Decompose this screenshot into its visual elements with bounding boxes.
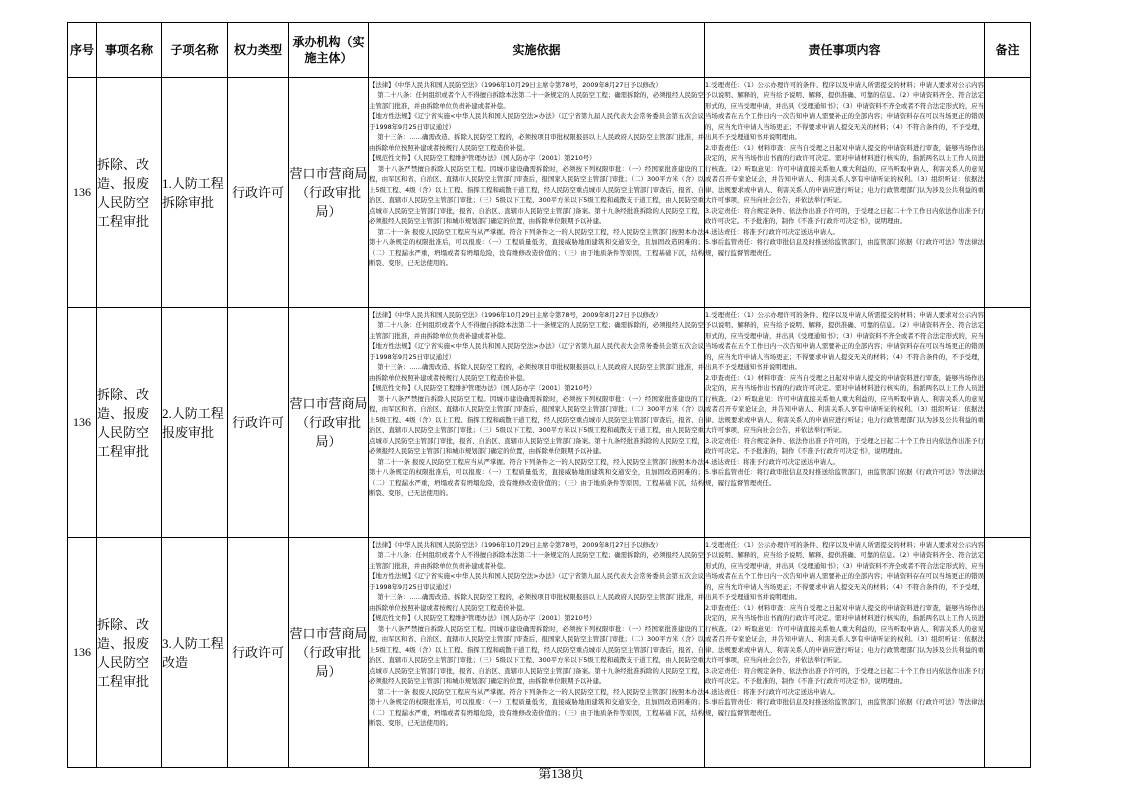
legal-basis-cell	[369, 538, 705, 768]
table-row	[68, 78, 1031, 308]
legal-basis-text: 【法律】《中华人民共和国人民防空法》（1996年10月29日主席令第78号，2009年8月27日予以修改） 第二十八条：任何组织或者个人不得擅自拆除本法第二十一条规定的人民防空工程；确需拆除的，必须报经人民防空主管部门批准，并由拆除单位负责补建或者补偿。 【地方性法规】《辽宁省实施<中华人民共和国人民防空法>办法》（辽宁省第九届人民代表大会常务委员会第五次会议于1998年9月25日审议通过） 第十三条：……确需改造、拆除人民防空工程的，必须按项目审批权限报县以上人民政府人民防空主管部门批准，并由拆除单位按照补建或者按规行人民防空工程造价补偿。 【规范性文件】《人民防空工程维护管理办法》（国人防办字〔2001〕第210号） 第十八条严禁擅自拆除人民防空工程。因城市建设确需拆除时，必须按下列权限审批：（一）经国家批准建设的工程，由军区和省、自治区、直辖市人民防空主管部门审查后，报国家人民防空主管部门审批；（二）300平方米（含）以上5级工程、4级（含）以上工程、指挥工程和疏散干道工程，经人民防空重点城市人民防空主管部门审查后，报省、自治区、直辖市人民防空主管部门审批；（三）5级以下工程、300平方米以下5级工程和疏散支干道工程，由人民防空重点城市人民防空主管部门审批，报省、自治区、直辖市人民防空主管部门备案。第十九条经批准拆除的人民防空工程，必须报经人民防空主管部门和城市规划部门确定的位置，由拆除单位限期予以补建。 第二十一条 报废人民防空工程应当从严掌握。符合下列条件之一的人民防空工程，经人民防空主管部门按照本办法第十八条规定的权限批准后，可以报废：（一）工程质量低劣，直接威胁地面建筑和交通安全，且加固改造困难的；（二）工程漏水严重，坍塌或者有坍塌危险，没有维修改造价值的；（三）由于地质条件等原因，工程基础下沉，结构断裂、变形，已无法使用的。	[369, 540, 704, 727]
col-header-item: 事项名称	[97, 23, 162, 78]
col-header-basis: 实施依据	[369, 23, 705, 78]
handling-agency: 营口市营商局（行政审批局）	[289, 308, 369, 538]
remark-cell	[985, 308, 1031, 538]
item-name: 拆除、改造、报废人民防空工程审批	[97, 538, 162, 768]
handling-agency: 营口市营商局（行政审批局）	[289, 78, 369, 308]
item-name: 拆除、改造、报废人民防空工程审批	[97, 308, 162, 538]
handling-agency: 营口市营商局（行政审批局）	[289, 538, 369, 768]
responsibility-text: 1.受理责任：（1）公示办理许可的条件、程序以及申请人所需提交的材料；申请人要求对公示内容予以说明、解释的，应当给予说明、解释，提供准确、可靠的信息。（2）申请资料齐全、符合法定形式的，应当受理申请，并出具《受理通知书》；（3）申请资料不齐全或者不符合法定形式的，应当当场或者在五个工作日内一次告知申请人需要补正的全部内容；申请资料存在可以当场更正的错误的，应当允许申请人当场更正；不得要求申请人提交无关的材料；（4）不符合条件的，不予受理，出具不予受理通知书并说明理由。 2.审查责任：（1）材料审查：应当自受理之日起对申请人提交的申请资料进行审查，能够当场作出决定的，应当当场作出书面的行政许可决定。需对申请材料进行核实的，指派两名以上工作人员进行核查。（2）听取意见：许可申请直接关系他人重大利益的，应当听取申请人、利害关系人的意见或者召开专家论证会，并告知申请人、利害关系人享有申请听证的权利。（3）组织听证：依据法律、法规要求或申请人、利害关系人的申请应进行听证；电力行政管理部门认为涉及公共利益的重大许可事项，应当向社会公告，并依法举行听证。 3.决定责任：符合规定条件、依法作出准予许可的，于受理之日起二十个工作日内依法作出准予行政许可决定。不予批准的，制作《不准予行政许可决定书》，说明理由。 4.送达责任：将准予行政许可决定送达申请人。 5.事后监管责任：将行政审批信息及时推送给监管部门，由监管部门依据《行政许可法》等法律法规，履行监督管理责任。	[705, 310, 984, 487]
responsibility-cell	[705, 78, 985, 308]
header-row	[68, 23, 1031, 78]
col-header-type: 权力类型	[228, 23, 289, 78]
col-header-resp: 责任事项内容	[705, 23, 985, 78]
page-number: 第138页	[538, 766, 584, 781]
sub-item-name: 2.人防工程报废审批	[162, 308, 228, 538]
legal-basis-cell	[369, 308, 705, 538]
legal-basis-cell	[369, 78, 705, 308]
table-row	[68, 308, 1031, 538]
power-type: 行政许可	[228, 538, 289, 768]
row-number: 136	[68, 538, 97, 768]
remark-cell	[985, 78, 1031, 308]
remark-cell	[985, 538, 1031, 768]
power-type: 行政许可	[228, 308, 289, 538]
col-header-sub: 子项名称	[162, 23, 228, 78]
col-header-note: 备注	[985, 23, 1031, 78]
power-list-table	[67, 22, 1031, 768]
row-number: 136	[68, 78, 97, 308]
power-type: 行政许可	[228, 78, 289, 308]
col-header-no: 序号	[68, 23, 97, 78]
responsibility-text: 1.受理责任：（1）公示办理许可的条件、程序以及申请人所需提交的材料；申请人要求对公示内容予以说明、解释的，应当给予说明、解释，提供准确、可靠的信息。（2）申请资料齐全、符合法定形式的，应当受理申请，并出具《受理通知书》；（3）申请资料不齐全或者不符合法定形式的，应当当场或者在五个工作日内一次告知申请人需要补正的全部内容；申请资料存在可以当场更正的错误的，应当允许申请人当场更正；不得要求申请人提交无关的材料；（4）不符合条件的，不予受理，出具不予受理通知书并说明理由。 2.审查责任：（1）材料审查：应当自受理之日起对申请人提交的申请资料进行审查，能够当场作出决定的，应当当场作出书面的行政许可决定。需对申请材料进行核实的，指派两名以上工作人员进行核查。（2）听取意见：许可申请直接关系他人重大利益的，应当听取申请人、利害关系人的意见或者召开专家论证会，并告知申请人、利害关系人享有申请听证的权利。（3）组织听证：依据法律、法规要求或申请人、利害关系人的申请应进行听证；电力行政管理部门认为涉及公共利益的重大许可事项，应当向社会公告，并依法举行听证。 3.决定责任：符合规定条件、依法作出准予许可的，于受理之日起二十个工作日内依法作出准予行政许可决定。不予批准的，制作《不准予行政许可决定书》，说明理由。 4.送达责任：将准予行政许可决定送达申请人。 5.事后监管责任：将行政审批信息及时推送给监管部门，由监管部门依据《行政许可法》等法律法规，履行监督管理责任。	[705, 80, 984, 257]
table-row	[68, 538, 1031, 768]
sub-item-name: 3.人防工程改造	[162, 538, 228, 768]
responsibility-cell	[705, 308, 985, 538]
item-name: 拆除、改造、报废人民防空工程审批	[97, 78, 162, 308]
legal-basis-text: 【法律】《中华人民共和国人民防空法》（1996年10月29日主席令第78号，2009年8月27日予以修改） 第二十八条：任何组织或者个人不得擅自拆除本法第二十一条规定的人民防空工程；确需拆除的，必须报经人民防空主管部门批准，并由拆除单位负责补建或者补偿。 【地方性法规】《辽宁省实施<中华人民共和国人民防空法>办法》（辽宁省第九届人民代表大会常务委员会第五次会议于1998年9月25日审议通过） 第十三条：……确需改造、拆除人民防空工程的，必须按项目审批权限报县以上人民政府人民防空主管部门批准，并由拆除单位按照补建或者按规行人民防空工程造价补偿。 【规范性文件】《人民防空工程维护管理办法》（国人防办字〔2001〕第210号） 第十八条严禁擅自拆除人民防空工程。因城市建设确需拆除时，必须按下列权限审批：（一）经国家批准建设的工程，由军区和省、自治区、直辖市人民防空主管部门审查后，报国家人民防空主管部门审批；（二）300平方米（含）以上5级工程、4级（含）以上工程、指挥工程和疏散干道工程，经人民防空重点城市人民防空主管部门审查后，报省、自治区、直辖市人民防空主管部门审批；（三）5级以下工程、300平方米以下5级工程和疏散支干道工程，由人民防空重点城市人民防空主管部门审批，报省、自治区、直辖市人民防空主管部门备案。第十九条经批准拆除的人民防空工程，必须报经人民防空主管部门和城市规划部门确定的位置，由拆除单位限期予以补建。 第二十一条 报废人民防空工程应当从严掌握。符合下列条件之一的人民防空工程，经人民防空主管部门按照本办法第十八条规定的权限批准后，可以报废：（一）工程质量低劣，直接威胁地面建筑和交通安全，且加固改造困难的；（二）工程漏水严重，坍塌或者有坍塌危险，没有维修改造价值的；（三）由于地质条件等原因，工程基础下沉，结构断裂、变形，已无法使用的。	[369, 310, 704, 497]
sub-item-name: 1.人防工程拆除审批	[162, 78, 228, 308]
row-number: 136	[68, 308, 97, 538]
responsibility-cell	[705, 538, 985, 768]
col-header-org: 承办机构（实施主体）	[289, 23, 369, 78]
legal-basis-text: 【法律】《中华人民共和国人民防空法》（1996年10月29日主席令第78号，2009年8月27日予以修改） 第二十八条：任何组织或者个人不得擅自拆除本法第二十一条规定的人民防空工程；确需拆除的，必须报经人民防空主管部门批准，并由拆除单位负责补建或者补偿。 【地方性法规】《辽宁省实施<中华人民共和国人民防空法>办法》（辽宁省第九届人民代表大会常务委员会第五次会议于1998年9月25日审议通过） 第十三条：……确需改造、拆除人民防空工程的，必须按项目审批权限报县以上人民政府人民防空主管部门批准，并由拆除单位按照补建或者按规行人民防空工程造价补偿。 【规范性文件】《人民防空工程维护管理办法》（国人防办字〔2001〕第210号） 第十八条严禁擅自拆除人民防空工程。因城市建设确需拆除时，必须按下列权限审批：（一）经国家批准建设的工程，由军区和省、自治区、直辖市人民防空主管部门审查后，报国家人民防空主管部门审批；（二）300平方米（含）以上5级工程、4级（含）以上工程、指挥工程和疏散干道工程，经人民防空重点城市人民防空主管部门审查后，报省、自治区、直辖市人民防空主管部门审批；（三）5级以下工程、300平方米以下5级工程和疏散支干道工程，由人民防空重点城市人民防空主管部门审批，报省、自治区、直辖市人民防空主管部门备案。第十九条经批准拆除的人民防空工程，必须报经人民防空主管部门和城市规划部门确定的位置，由拆除单位限期予以补建。 第二十一条 报废人民防空工程应当从严掌握。符合下列条件之一的人民防空工程，经人民防空主管部门按照本办法第十八条规定的权限批准后，可以报废：（一）工程质量低劣，直接威胁地面建筑和交通安全，且加固改造困难的；（二）工程漏水严重，坍塌或者有坍塌危险，没有维修改造价值的；（三）由于地质条件等原因，工程基础下沉，结构断裂、变形，已无法使用的。	[369, 80, 704, 267]
responsibility-text: 1.受理责任：（1）公示办理许可的条件、程序以及申请人所需提交的材料；申请人要求对公示内容予以说明、解释的，应当给予说明、解释，提供准确、可靠的信息。（2）申请资料齐全、符合法定形式的，应当受理申请，并出具《受理通知书》；（3）申请资料不齐全或者不符合法定形式的，应当当场或者在五个工作日内一次告知申请人需要补正的全部内容；申请资料存在可以当场更正的错误的，应当允许申请人当场更正；不得要求申请人提交无关的材料；（4）不符合条件的，不予受理，出具不予受理通知书并说明理由。 2.审查责任：（1）材料审查：应当自受理之日起对申请人提交的申请资料进行审查，能够当场作出决定的，应当当场作出书面的行政许可决定。需对申请材料进行核实的，指派两名以上工作人员进行核查。（2）听取意见：许可申请直接关系他人重大利益的，应当听取申请人、利害关系人的意见或者召开专家论证会，并告知申请人、利害关系人享有申请听证的权利。（3）组织听证：依据法律、法规要求或申请人、利害关系人的申请应进行听证；电力行政管理部门认为涉及公共利益的重大许可事项，应当向社会公告，并依法举行听证。 3.决定责任：符合规定条件、依法作出准予许可的，于受理之日起二十个工作日内依法作出准予行政许可决定。不予批准的，制作《不准予行政许可决定书》，说明理由。 4.送达责任：将准予行政许可决定送达申请人。 5.事后监管责任：将行政审批信息及时推送给监管部门，由监管部门依据《行政许可法》等法律法规，履行监督管理责任。	[705, 540, 984, 717]
